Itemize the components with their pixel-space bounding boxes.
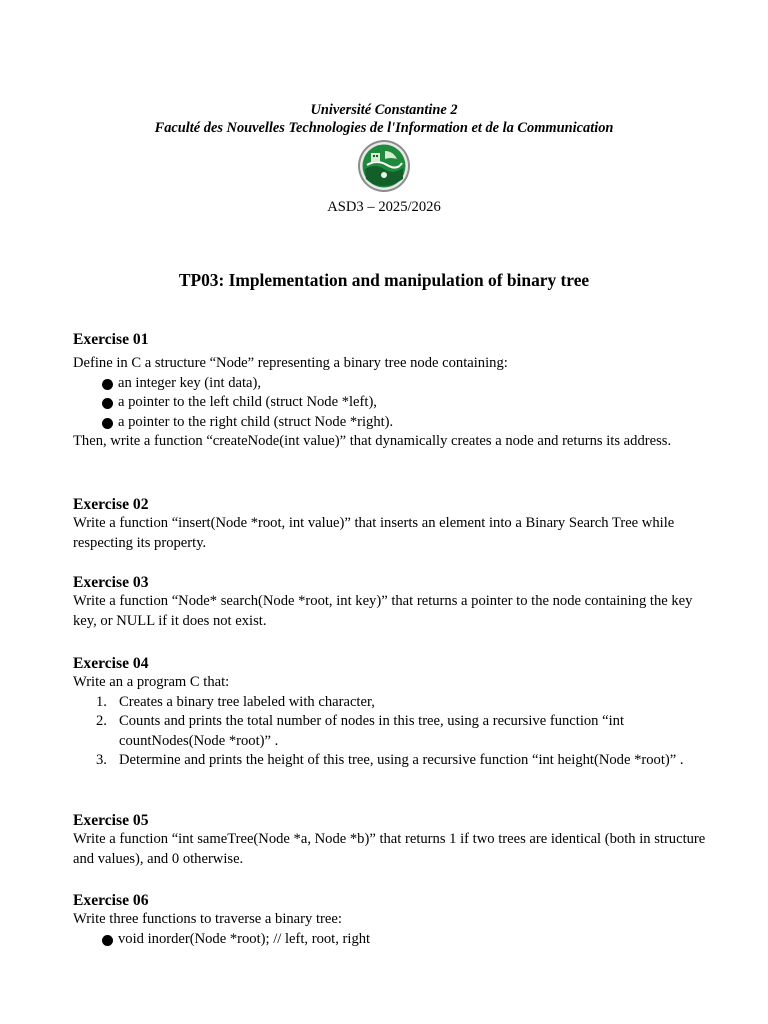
exercise-04 bbox=[73, 654, 713, 771]
exercise-intro: Write three functions to traverse a binary tree: bbox=[73, 911, 342, 927]
course-year: ASD3 – 2025/2026 bbox=[327, 199, 441, 215]
exercise-intro: Define in C a structure “Node” representing a binary tree node containing: bbox=[73, 355, 508, 371]
faculty-name: Faculté des Nouvelles Technologies de l'Information et de la Communication bbox=[154, 120, 614, 136]
university-name: Université Constantine 2 bbox=[310, 102, 458, 118]
bullet-icon bbox=[102, 398, 113, 409]
exercise-01 bbox=[73, 330, 713, 452]
exercise-02 bbox=[73, 495, 713, 553]
bullet-list bbox=[73, 930, 713, 950]
exercise-heading: Exercise 06 bbox=[73, 892, 149, 909]
document-header bbox=[0, 101, 768, 137]
list-item: a pointer to the right child (struct Node *right). bbox=[100, 413, 713, 433]
exercise-heading: Exercise 01 bbox=[73, 331, 149, 348]
page-title: TP03: Implementation and manipulation of binary tree bbox=[178, 270, 590, 290]
bullet-icon bbox=[102, 379, 113, 390]
exercise-03 bbox=[73, 573, 713, 631]
list-item: void inorder(Node *root); // left, root, right bbox=[100, 930, 713, 950]
numbered-list bbox=[73, 693, 713, 771]
exercise-05 bbox=[73, 811, 713, 869]
bullet-icon bbox=[102, 418, 113, 429]
bullet-icon bbox=[102, 935, 113, 946]
list-item: a pointer to the left child (struct Node *left), bbox=[100, 393, 713, 413]
bullet-list bbox=[73, 374, 713, 433]
exercise-heading: Exercise 05 bbox=[73, 812, 149, 829]
exercise-text: Write a function “insert(Node *root, int value)” that inserts an element into a Binary Search Tree while respecting its property. bbox=[73, 515, 675, 551]
exercise-text: Write a function “int sameTree(Node *a, Node *b)” that returns 1 if two trees are identical (both in structure and values), and 0 otherwise. bbox=[73, 831, 706, 867]
list-item: an integer key (int data), bbox=[100, 374, 713, 394]
exercise-heading: Exercise 03 bbox=[73, 574, 149, 591]
exercise-outro: Then, write a function “createNode(int value)” that dynamically creates a node and returns its address. bbox=[73, 433, 672, 450]
university-logo bbox=[357, 139, 411, 193]
exercise-06 bbox=[73, 891, 713, 949]
list-item: 2. Counts and prints the total number of nodes in this tree, using a recursive function “int countNodes(Node *root)” . bbox=[96, 713, 625, 749]
list-item: 3. Determine and prints the height of this tree, using a recursive function “int height(Node *root)” . bbox=[96, 752, 684, 769]
exercise-heading: Exercise 04 bbox=[73, 655, 149, 672]
exercise-intro: Write an a program C that: bbox=[73, 674, 230, 690]
exercise-heading: Exercise 02 bbox=[73, 496, 149, 513]
list-item: 1. Creates a binary tree labeled with character, bbox=[96, 693, 375, 710]
exercise-text: Write a function “Node* search(Node *root, int key)” that returns a pointer to the node containing the key key, or NULL if it does not exist. bbox=[73, 593, 693, 629]
